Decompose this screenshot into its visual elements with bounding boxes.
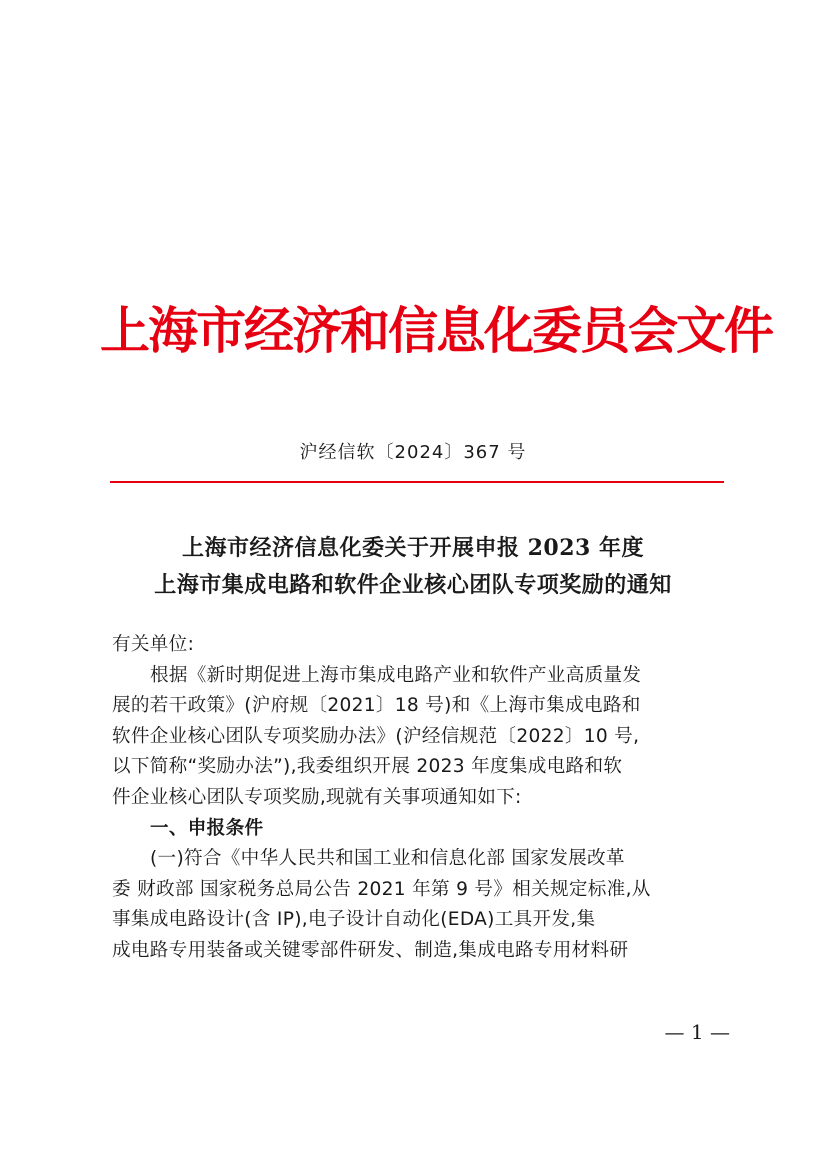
- paragraph-2-line: 事集成电路设计(含 IP),电子设计自动化(EDA)工具开发,集: [112, 909, 596, 931]
- paragraph-1-line: 以下简称“奖励办法”),我委组织开展 2023 年度集成电路和软: [112, 756, 623, 778]
- paragraph-1: [112, 661, 724, 814]
- paragraph-1-line: 展的若干政策》(沪府规〔2021〕18 号)和《上海市集成电路和: [112, 695, 641, 717]
- paragraph-1-line: 件企业核心团队专项奖励,现就有关事项通知如下:: [112, 786, 522, 808]
- paragraph-2-line: (一)符合《中华人民共和国工业和信息化部 国家发展改革: [150, 848, 625, 870]
- notice-title-line-1: 上海市经济信息化委关于开展申报 2023 年度: [181, 535, 645, 561]
- salutation: 有关单位:: [112, 634, 195, 655]
- document-number: 沪经信软〔2024〕367 号: [299, 442, 527, 463]
- section-heading: 一、申报条件: [150, 817, 264, 839]
- paragraph-1-line: 根据《新时期促进上海市集成电路产业和软件产业高质量发: [150, 664, 642, 686]
- notice-title: [80, 530, 746, 604]
- paragraph-2: [112, 844, 724, 966]
- organization-title: 上海市经济和信息化委员会文件: [100, 301, 772, 360]
- red-divider-line: [110, 481, 724, 483]
- page-number: — 1 —: [664, 1020, 730, 1044]
- paragraph-1-line: 软件企业核心团队专项奖励办法》(沪经信规范〔2022〕10 号,: [112, 725, 640, 747]
- paragraph-2-line: 委 财政部 国家税务总局公告 2021 年第 9 号》相关规定标准,从: [112, 878, 651, 900]
- notice-title-line-2: 上海市集成电路和软件企业核心团队专项奖励的通知: [154, 572, 672, 598]
- notice-body: [112, 630, 724, 967]
- paragraph-2-line: 成电路专用装备或关键零部件研发、制造,集成电路专用材料研: [112, 939, 629, 961]
